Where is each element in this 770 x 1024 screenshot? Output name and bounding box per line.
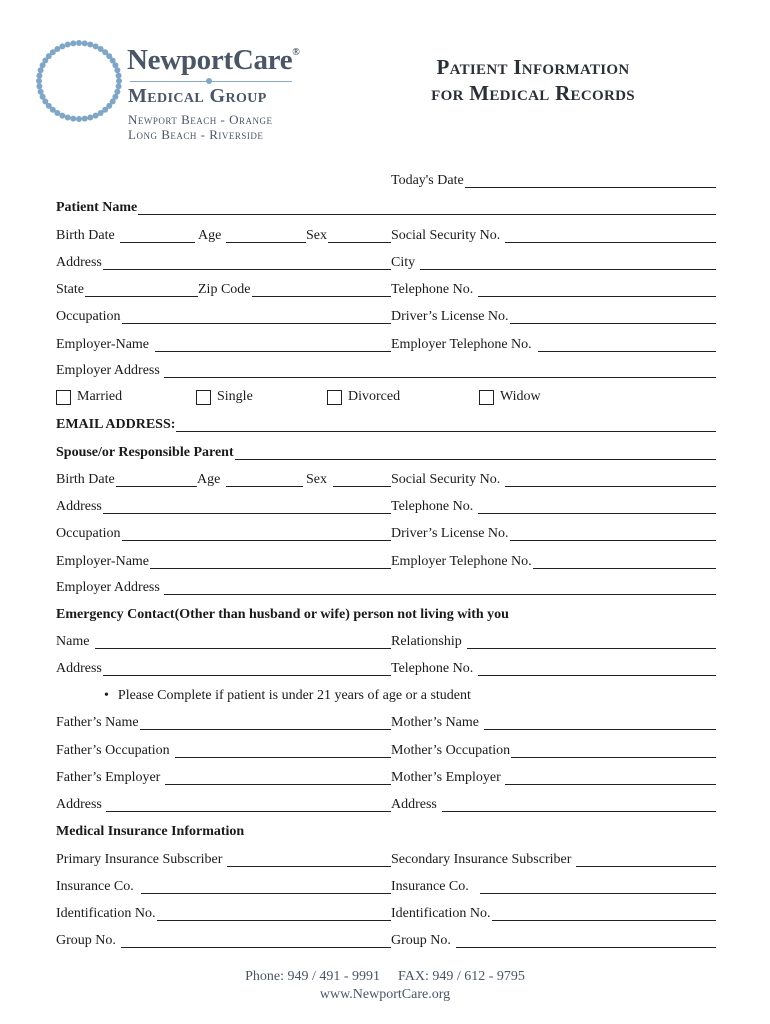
emergency-relationship-label: Relationship <box>391 634 462 649</box>
spouse-ssn-line[interactable] <box>505 472 716 487</box>
spouse-employer-name-field[interactable] <box>56 552 391 572</box>
patient-address-field[interactable] <box>56 253 391 273</box>
emergency-address-label: Address <box>56 661 102 676</box>
row-parent-occupations <box>0 741 770 761</box>
marital-widow-option[interactable] <box>479 387 541 407</box>
row-spouse-employer-address <box>0 578 770 598</box>
father-name-label: Father’s Name <box>56 715 139 730</box>
patient-sex-label: Sex <box>306 228 327 243</box>
primary-id-line[interactable] <box>157 906 391 921</box>
father-employer-label: Father’s Employer <box>56 770 161 785</box>
emergency-relationship-line[interactable] <box>467 634 716 649</box>
logo-bead <box>65 114 71 120</box>
logo-bead <box>116 73 122 79</box>
logo-bead <box>65 42 71 48</box>
logo-bead <box>87 114 93 120</box>
emergency-name-line[interactable] <box>95 634 391 649</box>
mother-employer-label: Mother’s Employer <box>391 770 501 785</box>
row-patient-employer-address <box>0 361 770 381</box>
row-todays-date <box>0 171 770 191</box>
brand-group: Medical Group <box>128 85 267 107</box>
emergency-telephone-line[interactable] <box>478 661 716 676</box>
mother-occupation-line[interactable] <box>511 743 716 758</box>
father-address-label: Address <box>56 797 102 812</box>
patient-occupation-line[interactable] <box>122 309 391 324</box>
insurance-heading: Medical Insurance Information <box>56 824 245 839</box>
spouse-employer-phone-label: Employer Telephone No. <box>391 554 532 569</box>
row-email <box>0 415 770 435</box>
father-occupation-line[interactable] <box>175 743 391 758</box>
single-checkbox[interactable] <box>196 390 211 405</box>
row-parent-employers <box>0 768 770 788</box>
patient-city-field[interactable] <box>391 253 716 273</box>
todays-date-field[interactable] <box>391 171 716 191</box>
spouse-sex-label: Sex <box>306 472 327 487</box>
spouse-birth-date-label: Birth Date <box>56 472 115 487</box>
locations-line-1: Newport Beach - Orange <box>128 112 273 127</box>
logo-bead <box>87 42 93 48</box>
patient-employer-phone-line[interactable] <box>538 337 716 352</box>
primary-company-label: Insurance Co. <box>56 879 134 894</box>
spouse-address-line[interactable] <box>103 499 391 514</box>
secondary-subscriber-line[interactable] <box>576 852 716 867</box>
emergency-name-field[interactable] <box>56 632 391 652</box>
logo-bead <box>38 89 44 95</box>
secondary-group-line[interactable] <box>456 933 716 948</box>
mother-name-field[interactable] <box>391 713 716 733</box>
row-emergency-heading <box>0 605 770 625</box>
patient-address-line[interactable] <box>103 255 391 270</box>
secondary-company-label: Insurance Co. <box>391 879 469 894</box>
email-label: EMAIL ADDRESS: <box>56 417 176 432</box>
spouse-employer-phone-line[interactable] <box>533 554 716 569</box>
bullet-icon: • <box>104 688 109 703</box>
mother-employer-field[interactable] <box>391 768 716 788</box>
footer-website[interactable]: www.NewportCare.org <box>319 987 451 1002</box>
primary-group-field[interactable] <box>56 931 391 951</box>
patient-state-line[interactable] <box>85 282 198 297</box>
patient-name-field[interactable] <box>56 198 716 218</box>
spouse-employer-name-label: Employer-Name <box>56 554 150 569</box>
logo-bead <box>93 113 99 119</box>
row-emergency-address <box>0 659 770 679</box>
logo-bead <box>76 116 82 122</box>
row-spouse-employer <box>0 552 770 572</box>
patient-employer-name-line[interactable] <box>155 337 391 352</box>
spouse-employer-address-field[interactable] <box>56 578 716 598</box>
secondary-company-field[interactable] <box>391 877 716 897</box>
secondary-group-label: Group No. <box>391 933 451 948</box>
emergency-heading-wrap <box>56 605 716 625</box>
patient-occupation-label: Occupation <box>56 309 121 324</box>
patient-drivers-license-label: Driver’s License No. <box>391 309 509 324</box>
patient-employer-phone-field[interactable] <box>391 335 716 355</box>
spouse-drivers-license-label: Driver’s License No. <box>391 526 509 541</box>
spouse-employer-name-line[interactable] <box>150 554 391 569</box>
patient-age-field[interactable] <box>198 226 306 246</box>
spouse-age-label: Age <box>197 472 221 487</box>
married-checkbox[interactable] <box>56 390 71 405</box>
patient-employer-address-line[interactable] <box>164 363 716 378</box>
brand-divider-dot <box>206 78 212 84</box>
mother-occupation-label: Mother’s Occupation <box>391 743 511 758</box>
patient-employer-name-field[interactable] <box>56 335 391 355</box>
emergency-telephone-label: Telephone No. <box>391 661 474 676</box>
todays-date-line[interactable] <box>465 173 716 188</box>
brand-name: NewportCare® <box>127 44 300 76</box>
row-spouse-occupation <box>0 524 770 544</box>
secondary-subscriber-field[interactable] <box>391 850 716 870</box>
email-line[interactable] <box>176 417 716 432</box>
spouse-sex-line[interactable] <box>333 472 391 487</box>
footer-fax: FAX: 949 / 612 - 9795 <box>398 969 525 984</box>
logo-ring-icon <box>34 38 124 124</box>
spouse-birth-date-line[interactable] <box>116 472 197 487</box>
row-patient-employer <box>0 335 770 355</box>
widow-checkbox[interactable] <box>479 390 494 405</box>
secondary-id-label: Identification No. <box>391 906 491 921</box>
marital-divorced-option[interactable] <box>327 387 400 407</box>
emergency-telephone-field[interactable] <box>391 659 716 679</box>
insurance-heading-wrap <box>56 822 716 842</box>
father-address-field[interactable] <box>56 795 391 815</box>
footer <box>0 968 770 1004</box>
patient-zip-label: Zip Code <box>198 282 251 297</box>
widow-label: Widow <box>500 389 541 404</box>
brand-locations <box>128 112 272 142</box>
patient-name-label: Patient Name <box>56 200 138 215</box>
spouse-telephone-line[interactable] <box>478 499 716 514</box>
patient-drivers-license-field[interactable] <box>391 307 716 327</box>
mother-name-line[interactable] <box>484 715 716 730</box>
married-label: Married <box>77 389 123 404</box>
mother-address-line[interactable] <box>442 797 716 812</box>
spouse-name-line[interactable] <box>235 445 716 460</box>
patient-employer-phone-label: Employer Telephone No. <box>391 337 532 352</box>
emergency-heading: Emergency Contact(Other than husband or wife) person not living with you <box>56 607 509 622</box>
single-label: Single <box>217 389 253 404</box>
email-field[interactable] <box>56 415 716 435</box>
row-insurance-group <box>0 931 770 951</box>
spouse-age-line[interactable] <box>226 472 303 487</box>
row-spouse-address <box>0 497 770 517</box>
secondary-company-line[interactable] <box>480 879 716 894</box>
mother-occupation-field[interactable] <box>391 741 716 761</box>
patient-drivers-license-line[interactable] <box>510 309 716 324</box>
logo-bead <box>59 43 65 49</box>
logo-bead <box>70 40 76 46</box>
row-parent-addresses <box>0 795 770 815</box>
divorced-checkbox[interactable] <box>327 390 342 405</box>
father-occupation-field[interactable] <box>56 741 391 761</box>
spouse-address-label: Address <box>56 499 102 514</box>
patient-occupation-field[interactable] <box>56 307 391 327</box>
spouse-ssn-field[interactable] <box>391 470 716 490</box>
marital-status-group <box>0 387 770 407</box>
primary-subscriber-label: Primary Insurance Subscriber <box>56 852 223 867</box>
emergency-name-label: Name <box>56 634 90 649</box>
todays-date-label: Today's Date <box>391 173 464 188</box>
spouse-drivers-license-field[interactable] <box>391 524 716 544</box>
logo-bead <box>36 73 42 79</box>
spouse-telephone-label: Telephone No. <box>391 499 474 514</box>
patient-name-line[interactable] <box>138 200 716 215</box>
title-line-1: Patient Information <box>436 55 630 79</box>
father-name-line[interactable] <box>140 715 391 730</box>
father-employer-field[interactable] <box>56 768 391 788</box>
mother-name-label: Mother’s Name <box>391 715 479 730</box>
row-insurance-id <box>0 904 770 924</box>
logo-bead <box>116 78 122 84</box>
logo-bead <box>82 40 88 46</box>
secondary-id-field[interactable] <box>391 904 716 924</box>
logo-bead <box>76 40 82 46</box>
primary-group-line[interactable] <box>121 933 391 948</box>
patient-telephone-line[interactable] <box>478 282 716 297</box>
patient-state-field[interactable] <box>56 280 198 300</box>
primary-subscriber-line[interactable] <box>227 852 391 867</box>
emergency-address-field[interactable] <box>56 659 391 679</box>
row-patient-birth <box>0 226 770 246</box>
primary-company-field[interactable] <box>56 877 391 897</box>
primary-company-line[interactable] <box>141 879 391 894</box>
patient-age-line[interactable] <box>226 228 306 243</box>
father-employer-line[interactable] <box>165 770 391 785</box>
spouse-occupation-label: Occupation <box>56 526 121 541</box>
patient-city-label: City <box>391 255 416 270</box>
primary-id-field[interactable] <box>56 904 391 924</box>
spouse-occupation-line[interactable] <box>122 526 391 541</box>
patient-sex-field[interactable] <box>306 226 391 246</box>
patient-state-label: State <box>56 282 84 297</box>
row-insurance-company <box>0 877 770 897</box>
primary-subscriber-field[interactable] <box>56 850 391 870</box>
row-patient-address <box>0 253 770 273</box>
patient-zip-line[interactable] <box>252 282 392 297</box>
marital-married-option[interactable] <box>56 387 122 407</box>
patient-zip-field[interactable] <box>198 280 391 300</box>
row-patient-occupation <box>0 307 770 327</box>
patient-birth-date-label: Birth Date <box>56 228 115 243</box>
patient-sex-line[interactable] <box>328 228 391 243</box>
row-spouse-heading <box>0 443 770 463</box>
patient-employer-address-field[interactable] <box>56 361 716 381</box>
patient-ssn-line[interactable] <box>505 228 716 243</box>
patient-ssn-label: Social Security No. <box>391 228 501 243</box>
logo-bead <box>36 83 42 89</box>
logo-bead <box>70 116 76 122</box>
spouse-drivers-license-line[interactable] <box>510 526 716 541</box>
footer-phone: Phone: 949 / 491 - 9991 <box>245 969 381 984</box>
title-line-2: for Medical Records <box>431 81 635 105</box>
spouse-heading: Spouse/or Responsible Parent <box>56 445 234 460</box>
logo-bead <box>116 83 122 89</box>
patient-ssn-field[interactable] <box>391 226 716 246</box>
row-parent-names <box>0 713 770 733</box>
logo-bead <box>82 116 88 122</box>
primary-group-label: Group No. <box>56 933 116 948</box>
patient-telephone-field[interactable] <box>391 280 716 300</box>
spouse-employer-address-label: Employer Address <box>56 580 160 595</box>
spouse-address-field[interactable] <box>56 497 391 517</box>
patient-address-label: Address <box>56 255 102 270</box>
marital-single-option[interactable] <box>196 387 253 407</box>
document-title <box>400 54 666 106</box>
logo-bead <box>36 78 42 84</box>
mother-address-label: Address <box>391 797 437 812</box>
spouse-occupation-field[interactable] <box>56 524 391 544</box>
spouse-sex-field[interactable] <box>306 470 391 490</box>
row-insurance-heading <box>0 822 770 842</box>
patient-age-label: Age <box>198 228 222 243</box>
spouse-employer-phone-field[interactable] <box>391 552 716 572</box>
divorced-label: Divorced <box>348 389 401 404</box>
father-address-line[interactable] <box>106 797 391 812</box>
patient-employer-name-label: Employer-Name <box>56 337 150 352</box>
emergency-address-line[interactable] <box>103 661 391 676</box>
row-patient-state <box>0 280 770 300</box>
spouse-telephone-field[interactable] <box>391 497 716 517</box>
footer-contact <box>0 968 770 986</box>
spouse-employer-address-line[interactable] <box>164 580 716 595</box>
spouse-name-field[interactable] <box>56 443 716 463</box>
mother-employer-line[interactable] <box>505 770 716 785</box>
spouse-birth-date-field[interactable] <box>56 470 197 490</box>
father-name-field[interactable] <box>56 713 391 733</box>
patient-birth-date-field[interactable] <box>56 226 195 246</box>
emergency-relationship-field[interactable] <box>391 632 716 652</box>
patient-telephone-label: Telephone No. <box>391 282 474 297</box>
primary-id-label: Identification No. <box>56 906 156 921</box>
father-occupation-label: Father’s Occupation <box>56 743 170 758</box>
patient-employer-address-label: Employer Address <box>56 363 160 378</box>
spouse-ssn-label: Social Security No. <box>391 472 501 487</box>
secondary-subscriber-label: Secondary Insurance Subscriber <box>391 852 572 867</box>
row-emergency-name <box>0 632 770 652</box>
secondary-group-field[interactable] <box>391 931 716 951</box>
logo-bead <box>114 67 120 73</box>
row-patient-name <box>0 198 770 218</box>
minor-note-text: Please Complete if patient is under 21 years of age or a student <box>117 688 471 703</box>
patient-birth-date-line[interactable] <box>120 228 195 243</box>
minor-note <box>104 686 471 706</box>
patient-city-line[interactable] <box>420 255 716 270</box>
row-spouse-birth <box>0 470 770 490</box>
locations-line-2: Long Beach - Riverside <box>128 127 264 142</box>
spouse-age-field[interactable] <box>197 470 303 490</box>
mother-address-field[interactable] <box>391 795 716 815</box>
row-insurance-subscribers <box>0 850 770 870</box>
secondary-id-line[interactable] <box>492 906 716 921</box>
